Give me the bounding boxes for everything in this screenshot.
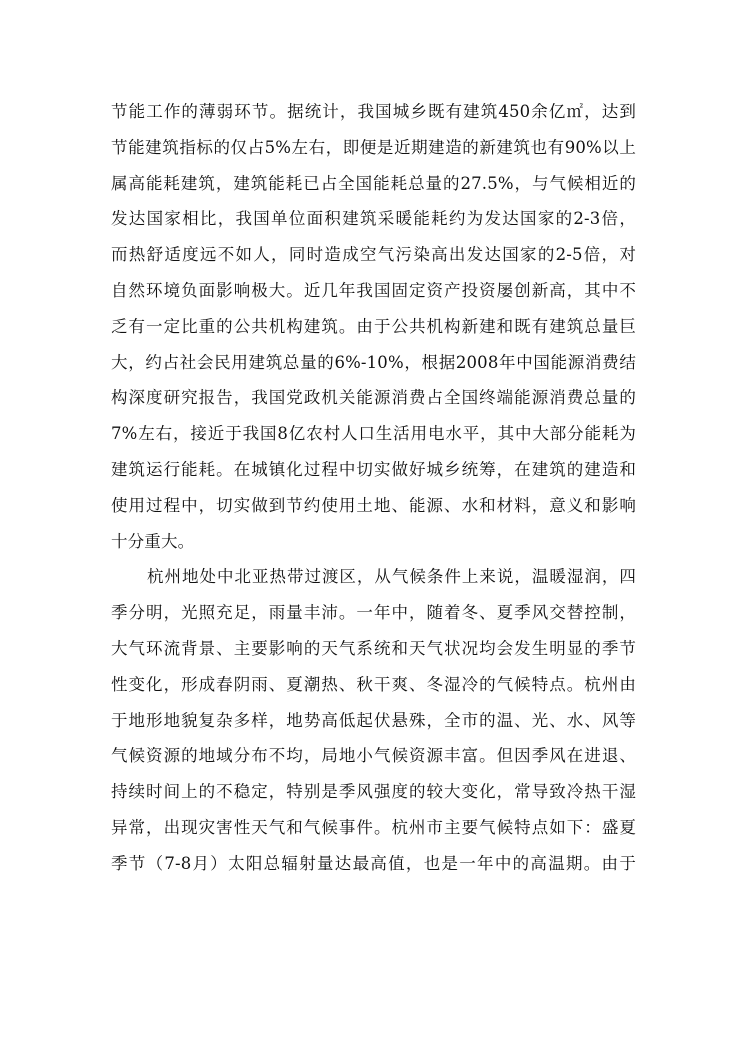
text-line: 构深度研究报告，我国党政机关能源消费占全国终端能源消费总量的 bbox=[111, 388, 636, 408]
paragraph-2 bbox=[111, 559, 636, 881]
text-line: 节能工作的薄弱环节。据统计，我国城乡既有建筑450余亿㎡，达到 bbox=[111, 102, 636, 121]
text-line: 季分明，光照充足，雨量丰沛。一年中，随着冬、夏季风交替控制， bbox=[111, 603, 636, 623]
text-line: 发达国家相比，我国单位面积建筑采暖能耗约为发达国家的2-3倍， bbox=[111, 209, 636, 229]
paragraph-1 bbox=[111, 94, 636, 559]
text-line: 异常，出现灾害性天气和气候事件。杭州市主要气候特点如下：盛夏 bbox=[111, 817, 636, 837]
text-line: 而热舒适度远不如人，同时造成空气污染高出发达国家的2-5倍，对 bbox=[111, 245, 636, 265]
text-line: 于地形地貌复杂多样，地势高低起伏悬殊，全市的温、光、水、风等 bbox=[111, 710, 636, 730]
text-line: 大气环流背景、主要影响的天气系统和天气状况均会发生明显的季节 bbox=[111, 638, 636, 658]
text-line: 持续时间上的不稳定，特别是季风强度的较大变化，常导致冷热干湿 bbox=[111, 782, 636, 802]
text-line: 建筑运行能耗。在城镇化过程中切实做好城乡统筹，在建筑的建造和 bbox=[111, 459, 636, 479]
text-line: 十分重大。 bbox=[111, 531, 195, 551]
text-line: 节能建筑指标的仅占5%左右，即便是近期建造的新建筑也有90%以上 bbox=[111, 137, 636, 157]
text-line: 气候资源的地域分布不均，局地小气候资源丰富。但因季风在进退、 bbox=[111, 746, 636, 766]
text-line: 乏有一定比重的公共机构建筑。由于公共机构新建和既有建筑总量巨 bbox=[111, 316, 636, 336]
text-line: 自然环境负面影响极大。近几年我国固定资产投资屡创新高，其中不 bbox=[111, 280, 636, 300]
text-line: 杭州地处中北亚热带过渡区，从气候条件上来说，温暖湿润，四 bbox=[147, 567, 636, 587]
text-line: 7%左右，接近于我国8亿农村人口生活用电水平，其中大部分能耗为 bbox=[111, 424, 636, 444]
text-line: 性变化，形成春阴雨、夏潮热、秋干爽、冬湿冷的气候特点。杭州由 bbox=[111, 674, 636, 694]
text-line: 使用过程中，切实做到节约使用土地、能源、水和材料，意义和影响 bbox=[111, 495, 636, 515]
text-line: 属高能耗建筑，建筑能耗已占全国能耗总量的27.5%，与气候相近的 bbox=[111, 173, 636, 193]
text-line: 大，约占社会民用建筑总量的6%-10%，根据2008年中国能源消费结 bbox=[111, 352, 636, 372]
text-line: 季节（7-8月）太阳总辐射量达最高值，也是一年中的高温期。由于 bbox=[111, 853, 636, 873]
body-text bbox=[111, 94, 636, 882]
